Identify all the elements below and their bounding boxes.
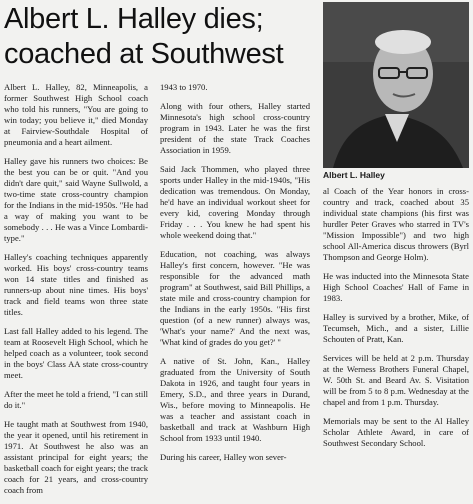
paragraph: Halley gave his runners two choices: Be the best you can be or quit. "And you didn't dare quit," said Wayne Sullwold, a two-time state cross-country champion for the Indians in the mid-1950s. "He had a way of making you want to be somebody . . . He was a Vince Lombardi-type." bbox=[4, 156, 148, 243]
paragraph: During his career, Halley won sever- bbox=[160, 452, 287, 462]
article-column-3 bbox=[323, 186, 469, 457]
portrait-photo bbox=[323, 2, 469, 168]
paragraph: A native of St. John, Kan., Halley graduated from the University of South Dakota in 1926, and taught four years in Emery, S.D., and three years in Durand, Wis., before moving to Minneapolis. He was a teacher and assistant coach in basketball and track at Washburn High School from 1933 until 1940. bbox=[160, 356, 310, 443]
paragraph: Memorials may be sent to the Al Halley Scholar Athlete Award, in care of Southwest Secondary School. bbox=[323, 416, 469, 448]
headline bbox=[4, 2, 324, 72]
photo-caption: Albert L. Halley bbox=[323, 170, 385, 180]
portrait-image bbox=[323, 2, 469, 168]
paragraph: Along with four others, Halley started Minnesota's high school cross-country program in 1943. Later he was the first president of the state Track Coaches Association in 1959. bbox=[160, 101, 310, 155]
paragraph: Said Jack Thommen, who played three sports under Halley in the mid-1940s, "His dedication was tremendous. On Monday, he'd have an individual workout sheet for every kid, covering Monday through Friday . . . You knew he had spent his whole weekend doing that." bbox=[160, 164, 310, 240]
paragraph: Albert L. Halley, 82, Minneapolis, a former Southwest High School coach who told his runners, "You are going to win today; you believe it," died Monday at Fairview-Southdale Hospital of pneumonia and a heart ailment. bbox=[4, 82, 148, 147]
paragraph: 1943 to 1970. bbox=[160, 82, 208, 92]
paragraph: He taught math at Southwest from 1940, the year it opened, until his retirement in 1971. At Southwest he also was an assistant principal for eight years; the basketball coach for eight years; the track coach for 21 years, and cross-country coach from bbox=[4, 419, 148, 495]
paragraph: Last fall Halley added to his legend. The team at Roosevelt High School, which he helped coach as a volunteer, took second in the boys' Class AA state cross-country meet. bbox=[4, 326, 148, 380]
headline-line-1: Albert L. Halley dies; bbox=[4, 3, 264, 35]
paragraph: al Coach of the Year honors in cross-country and track, coached about 35 individual state champions (his first was hurdler Peter Graves who starred in TV's "Mission Impossible") and two high school All-America discus throwers (Byrl Thompson and George Holm). bbox=[323, 186, 469, 262]
article-column-2 bbox=[160, 82, 310, 471]
paragraph: Services will be held at 2 p.m. Thursday at the Werness Brothers Funeral Chapel, W. 50th St. and Beard Av. S. Visitation will be from 5 to 8 p.m. Wednesday at the chapel and from 1 p.m. Thursday. bbox=[323, 353, 469, 407]
paragraph: He was inducted into the Minnesota State High School Coaches' Hall of Fame in 1983. bbox=[323, 271, 469, 303]
paragraph: After the meet he told a friend, "I can still do it." bbox=[4, 389, 148, 410]
paragraph: Halley's coaching techniques apparently worked. His boys' cross-country teams won 14 state titles and finished as runners-up about nine times. His boys' track and field teams won three state titles. bbox=[4, 252, 148, 317]
paragraph: Halley is survived by a brother, Mike, of Tecumseh, Mich., and a sister, Lillie Schouten of Pratt, Kan. bbox=[323, 312, 469, 344]
article-column-1 bbox=[4, 82, 148, 504]
headline-line-2: coached at Southwest bbox=[4, 38, 284, 70]
paragraph: Education, not coaching, was always Halley's first concern, however. "He was responsible for the advanced math program" at Southwest, said Bill Phillips, a state mile and cross-country champion for the Indians in the early 1950s. "His first question (of a new runner) always was, 'What's your name?' And the next was, 'What kind of grades do you get?' " bbox=[160, 249, 310, 347]
